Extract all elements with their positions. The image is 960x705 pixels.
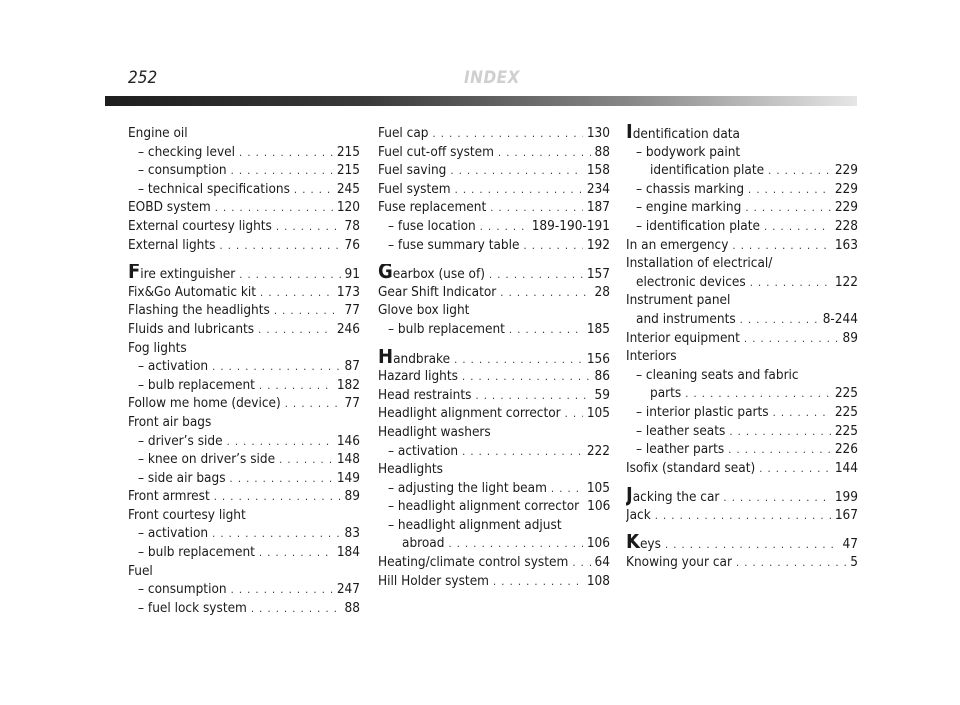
entry-page: 144 xyxy=(834,459,858,476)
dot-leader xyxy=(740,311,819,329)
entry-page: 77 xyxy=(344,395,360,412)
dot-leader xyxy=(448,535,582,553)
entry-page: 215 xyxy=(336,162,360,179)
entry-label: Fire extinguisher xyxy=(128,264,235,283)
index-entry xyxy=(128,543,360,562)
entry-page: 229 xyxy=(834,180,858,197)
index-entry xyxy=(626,459,858,478)
dot-leader xyxy=(475,387,590,405)
dot-leader xyxy=(750,274,831,292)
dot-leader xyxy=(455,181,583,199)
index-entry xyxy=(626,403,858,422)
entry-page: 234 xyxy=(586,180,610,197)
header-rule xyxy=(105,96,857,106)
dot-leader xyxy=(215,199,333,217)
section-gap xyxy=(378,254,610,264)
entry-page: 87 xyxy=(344,358,360,375)
index-entry xyxy=(378,236,610,255)
entry-page: 105 xyxy=(586,405,610,422)
entry-label: Interior equipment xyxy=(626,329,740,346)
dot-leader xyxy=(764,218,831,236)
entry-label: Installation of electrical/ xyxy=(626,255,773,272)
index-entry xyxy=(626,236,858,255)
entry-page: 59 xyxy=(594,386,610,403)
entry-label: Fuel system xyxy=(378,180,451,197)
index-entry xyxy=(128,599,360,618)
section-initial: G xyxy=(378,264,393,283)
entry-label: In an emergency xyxy=(626,236,729,253)
entry-page: 91 xyxy=(344,266,360,283)
dot-leader xyxy=(212,358,340,376)
index-entry xyxy=(128,236,360,255)
entry-label: – identification plate xyxy=(636,217,760,234)
dot-leader xyxy=(572,554,590,572)
index-entry xyxy=(378,264,610,283)
index-entry xyxy=(626,440,858,459)
entry-page: 189-190-191 xyxy=(531,217,610,234)
dot-leader xyxy=(230,470,333,488)
index-entry xyxy=(378,553,610,572)
entry-page: 222 xyxy=(586,442,610,459)
dot-leader xyxy=(480,218,528,236)
entry-page: 77 xyxy=(344,302,360,319)
index-entry xyxy=(128,376,360,395)
entry-page: 225 xyxy=(834,403,858,420)
index-column-1 xyxy=(128,124,360,617)
index-entry xyxy=(128,357,360,376)
entry-label: – adjusting the light beam xyxy=(388,479,547,496)
entry-label: – headlight alignment corrector xyxy=(388,498,580,515)
index-entry xyxy=(626,487,858,506)
index-entry xyxy=(626,329,858,348)
dot-leader xyxy=(239,266,340,283)
entry-page: 105 xyxy=(586,479,610,496)
entry-label: Front courtesy light xyxy=(128,506,246,523)
entry-label: – consumption xyxy=(138,162,227,179)
entry-label: identification plate xyxy=(650,162,765,179)
index-entry xyxy=(128,339,360,358)
dot-leader xyxy=(744,330,839,348)
entry-page: 149 xyxy=(336,469,360,486)
index-entry xyxy=(128,161,360,180)
index-entry xyxy=(378,479,610,498)
index-entry xyxy=(128,450,360,469)
entry-label: – activation xyxy=(138,358,209,375)
dot-leader xyxy=(231,162,333,180)
dot-leader xyxy=(274,302,341,320)
index-entry xyxy=(626,506,858,525)
dot-leader xyxy=(462,443,583,461)
entry-label: – fuse summary table xyxy=(388,236,520,253)
entry-page: 173 xyxy=(336,283,360,300)
index-entry xyxy=(378,217,610,236)
dot-leader xyxy=(500,284,590,302)
index-entry xyxy=(378,143,610,162)
dot-leader xyxy=(260,284,333,302)
section-gap xyxy=(128,254,360,264)
index-entry xyxy=(128,413,360,432)
entry-label: – bodywork paint xyxy=(636,143,741,160)
entry-label: – bulb replacement xyxy=(388,320,505,337)
index-entry xyxy=(626,422,858,441)
entry-page: 228 xyxy=(834,217,858,234)
entry-page: 130 xyxy=(586,125,610,141)
dot-leader xyxy=(259,544,333,562)
entry-page: 146 xyxy=(336,432,360,449)
entry-label: – knee on driver’s side xyxy=(138,451,276,468)
index-entry xyxy=(128,143,360,162)
dot-leader xyxy=(768,162,831,180)
index-entry xyxy=(128,469,360,488)
entry-label: Fuel cut-off system xyxy=(378,143,494,160)
dot-leader xyxy=(773,404,831,422)
index-entry xyxy=(128,124,360,143)
section-initial: F xyxy=(128,264,141,283)
entry-page: 148 xyxy=(336,451,360,468)
index-entry xyxy=(128,320,360,339)
index-entry xyxy=(626,384,858,403)
entry-label: Gear Shift Indicator xyxy=(378,283,497,300)
entry-label: Interiors xyxy=(626,348,677,365)
dot-leader xyxy=(214,488,341,506)
index-entry xyxy=(128,264,360,283)
entry-page: 163 xyxy=(834,236,858,253)
section-initial: K xyxy=(626,534,640,554)
entry-label: Fog lights xyxy=(128,339,187,356)
index-entry xyxy=(378,161,610,180)
entry-label: abroad xyxy=(402,535,445,552)
section-initial: J xyxy=(626,487,633,506)
index-entry xyxy=(128,217,360,236)
entry-label: Flashing the headlights xyxy=(128,302,270,319)
entry-page: 215 xyxy=(336,143,360,160)
entry-label: Head restraints xyxy=(378,386,472,403)
dot-leader xyxy=(490,199,583,217)
entry-label: – cleaning seats and fabric xyxy=(636,366,799,383)
entry-label: External courtesy lights xyxy=(128,217,272,234)
index-entry xyxy=(128,562,360,581)
dot-leader xyxy=(565,405,583,423)
entry-page: 86 xyxy=(594,368,610,385)
entry-label: Jack xyxy=(626,506,651,523)
entry-label: – interior plastic parts xyxy=(636,403,769,420)
index-entry xyxy=(128,506,360,525)
index-entry xyxy=(626,198,858,217)
dot-leader xyxy=(454,351,583,368)
index-entry xyxy=(128,432,360,451)
entry-page: 76 xyxy=(344,236,360,253)
entry-page: 185 xyxy=(586,320,610,337)
dot-leader xyxy=(259,377,333,395)
dot-leader xyxy=(498,144,591,162)
index-entry xyxy=(128,487,360,506)
entry-page: 108 xyxy=(586,572,610,589)
index-entry xyxy=(378,283,610,302)
entry-page: 184 xyxy=(336,544,360,561)
entry-page: 88 xyxy=(344,599,360,616)
dot-leader xyxy=(493,573,583,591)
entry-page: 187 xyxy=(586,199,610,216)
index-entry xyxy=(626,273,858,292)
index-entry xyxy=(626,291,858,310)
entry-label: Fix&Go Automatic kit xyxy=(128,283,257,300)
index-entry xyxy=(378,516,610,535)
dot-leader xyxy=(258,321,333,339)
dot-leader xyxy=(551,480,583,498)
dot-leader xyxy=(450,162,582,180)
entry-label: – fuel lock system xyxy=(138,599,247,616)
entry-page: 120 xyxy=(336,199,360,216)
index-entry xyxy=(378,320,610,339)
entry-label: Hazard lights xyxy=(378,368,458,385)
entry-page: 47 xyxy=(842,536,858,553)
index-entry xyxy=(626,553,858,572)
entry-label: – activation xyxy=(388,442,459,459)
entry-label: External lights xyxy=(128,236,216,253)
index-entry xyxy=(378,367,610,386)
entry-label: Keys xyxy=(626,534,661,553)
entry-page: 226 xyxy=(834,441,858,458)
entry-label: Fluids and lubricants xyxy=(128,320,255,337)
entry-label: Heating/climate control system xyxy=(378,554,569,571)
entry-page: 157 xyxy=(586,266,610,283)
entry-page: 229 xyxy=(834,162,858,179)
index-entry xyxy=(378,301,610,320)
index-entry xyxy=(128,180,360,199)
dot-leader xyxy=(462,368,591,386)
dot-leader xyxy=(745,199,831,217)
entry-label: – consumption xyxy=(138,581,227,598)
dot-leader xyxy=(279,451,333,469)
entry-page: 247 xyxy=(336,581,360,598)
entry-label: Fuel saving xyxy=(378,162,447,179)
entry-label: Glove box light xyxy=(378,302,470,319)
index-entry xyxy=(128,198,360,217)
index-entry xyxy=(378,497,610,516)
entry-page: 229 xyxy=(834,199,858,216)
index-entry xyxy=(626,180,858,199)
entry-label: Fuel cap xyxy=(378,125,429,141)
entry-label: – activation xyxy=(138,525,209,542)
dot-leader xyxy=(276,218,341,236)
dot-leader xyxy=(294,181,333,199)
entry-page: 122 xyxy=(834,273,858,290)
entry-label: Isofix (standard seat) xyxy=(626,459,756,476)
index-entry xyxy=(626,310,858,329)
entry-page: 199 xyxy=(834,489,858,506)
section-gap xyxy=(626,524,858,534)
index-entry xyxy=(378,423,610,442)
dot-leader xyxy=(239,144,333,162)
index-entry xyxy=(378,442,610,461)
dot-leader xyxy=(524,237,583,255)
entry-label: Knowing your car xyxy=(626,554,732,571)
entry-page: 89 xyxy=(344,488,360,505)
entry-label: Identification data xyxy=(626,124,740,143)
section-gap xyxy=(378,339,610,349)
index-entry xyxy=(626,347,858,366)
entry-page: 89 xyxy=(842,329,858,346)
dot-leader xyxy=(729,423,830,441)
index-entry xyxy=(128,580,360,599)
index-column-3 xyxy=(626,124,858,572)
index-entry xyxy=(128,283,360,302)
entry-page: 28 xyxy=(594,283,610,300)
entry-label: Engine oil xyxy=(128,125,188,141)
index-entry xyxy=(626,366,858,385)
entry-label: Gearbox (use of) xyxy=(378,264,485,283)
entry-page: 83 xyxy=(344,525,360,542)
entry-label: – leather parts xyxy=(636,441,725,458)
entry-page: 225 xyxy=(834,422,858,439)
dot-leader xyxy=(723,489,830,506)
entry-label: – chassis marking xyxy=(636,180,745,197)
entry-label: parts xyxy=(650,385,682,402)
entry-page: 167 xyxy=(834,506,858,523)
index-entry xyxy=(626,534,858,553)
index-entry xyxy=(378,198,610,217)
entry-label: Instrument panel xyxy=(626,292,731,309)
entry-label: – technical specifications xyxy=(138,180,290,197)
entry-label: – bulb replacement xyxy=(138,376,255,393)
index-entry xyxy=(128,394,360,413)
index-entry xyxy=(378,386,610,405)
index-entry xyxy=(378,460,610,479)
dot-leader xyxy=(748,181,831,199)
entry-label: Fuse replacement xyxy=(378,199,487,216)
entry-label: Hill Holder system xyxy=(378,572,489,589)
section-gap xyxy=(626,477,858,487)
entry-page: 78 xyxy=(344,217,360,234)
entry-page: 106 xyxy=(586,535,610,552)
dot-leader xyxy=(685,385,831,403)
index-entry xyxy=(626,254,858,273)
entry-label: Follow me home (device) xyxy=(128,395,281,412)
entry-page: 88 xyxy=(594,143,610,160)
entry-label: Handbrake xyxy=(378,349,450,368)
index-entry xyxy=(626,161,858,180)
dot-leader xyxy=(231,581,333,599)
entry-label: electronic devices xyxy=(636,273,746,290)
entry-label: EOBD system xyxy=(128,199,211,216)
dot-leader xyxy=(509,321,583,339)
entry-label: Fuel xyxy=(128,562,153,579)
dot-leader xyxy=(665,536,839,553)
index-entry xyxy=(378,572,610,591)
entry-page: 182 xyxy=(336,376,360,393)
dot-leader xyxy=(433,125,583,143)
entry-page: 225 xyxy=(834,385,858,402)
entry-label: Headlight washers xyxy=(378,423,491,440)
entry-page: 246 xyxy=(336,320,360,337)
index-entry xyxy=(626,124,858,143)
entry-label: Front armrest xyxy=(128,488,210,505)
entry-label: Jacking the car xyxy=(626,487,719,506)
dot-leader xyxy=(285,395,341,413)
index-entry xyxy=(128,301,360,320)
index-entry xyxy=(128,524,360,543)
entry-label: – fuse location xyxy=(388,217,476,234)
dot-leader xyxy=(251,600,341,618)
entry-label: – leather seats xyxy=(636,422,726,439)
section-initial: I xyxy=(626,124,633,143)
entry-page: 106 xyxy=(587,498,610,515)
dot-leader xyxy=(732,237,830,255)
entry-page: 64 xyxy=(594,554,610,571)
index-column-2 xyxy=(378,124,610,590)
entry-label: – engine marking xyxy=(636,199,742,216)
entry-label: – headlight alignment adjust xyxy=(388,516,562,533)
page-number: 252 xyxy=(128,68,158,88)
entry-label: – bulb replacement xyxy=(138,544,255,561)
entry-page: 156 xyxy=(586,350,610,367)
index-entry xyxy=(378,349,610,368)
entry-label: Front air bags xyxy=(128,413,212,430)
entry-page: 5 xyxy=(850,554,858,571)
entry-label: and instruments xyxy=(636,310,736,327)
dot-leader xyxy=(489,266,583,283)
index-entry xyxy=(378,534,610,553)
dot-leader xyxy=(219,237,340,255)
entry-label: – side air bags xyxy=(138,469,226,486)
dot-leader xyxy=(759,460,831,478)
entry-page: 245 xyxy=(336,180,360,197)
entry-label: – checking level xyxy=(138,143,236,160)
index-entry xyxy=(378,180,610,199)
entry-page: 192 xyxy=(586,236,610,253)
index-entry xyxy=(626,217,858,236)
index-entry xyxy=(626,143,858,162)
entry-page: 8-244 xyxy=(822,310,858,327)
dot-leader xyxy=(655,507,831,525)
dot-leader xyxy=(728,441,831,459)
section-initial: H xyxy=(378,348,394,368)
entry-label: Headlights xyxy=(378,461,444,478)
page-title: INDEX xyxy=(464,68,520,88)
index-entry xyxy=(378,124,610,143)
index-entry xyxy=(378,404,610,423)
dot-leader xyxy=(736,554,846,572)
entry-label: Headlight alignment corrector xyxy=(378,405,561,422)
entry-label: – driver’s side xyxy=(138,432,223,449)
dot-leader xyxy=(212,525,340,543)
entry-page: 158 xyxy=(586,162,610,179)
dot-leader xyxy=(227,433,333,451)
